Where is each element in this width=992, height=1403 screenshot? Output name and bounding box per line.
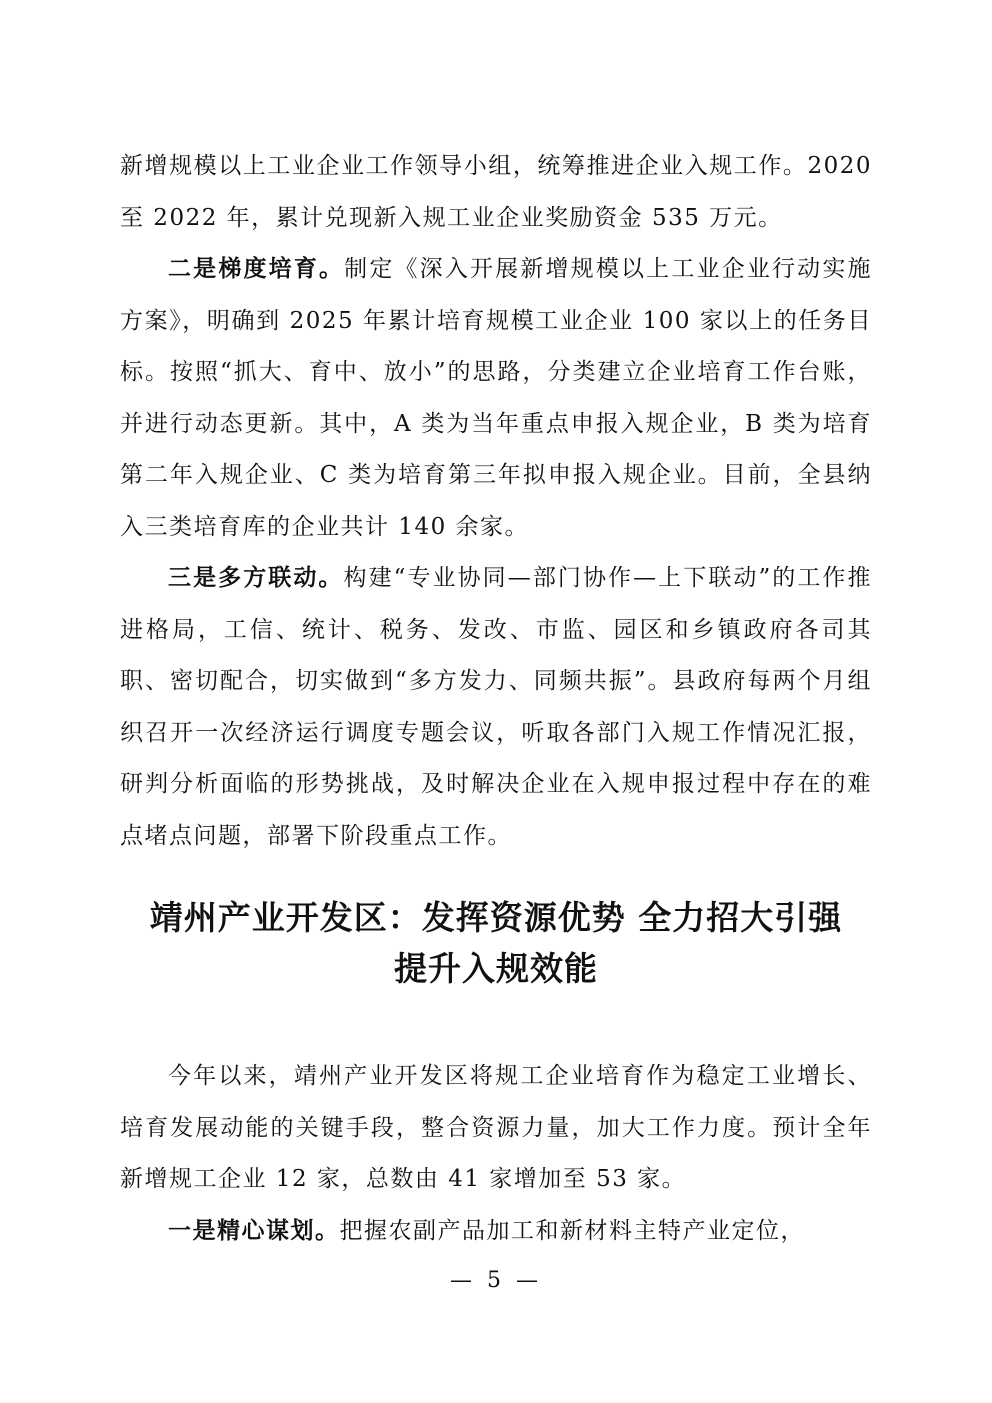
page-number: — 5 — xyxy=(450,1268,542,1293)
paragraph-lead: 一是精心谋划。 xyxy=(168,1217,340,1244)
paragraph-body: 制定《深入开展新增规模以上工业企业行动实施方案》，明确到 2025 年累计培育规模工业企业 100 家以上的任务目标。按照“抓大、育中、放小”的思路，分类建立企业培育工作台账，并进行动态更新。其中，A 类为当年重点申报入规企业，B 类为培育第二年入规企业、C 类为培育第三年拟申报入规企业。目前，全县纳入三类培育库的企业共计 140 余家。 xyxy=(120,256,873,540)
paragraph-body: 把握农副产品加工和新材料主特产业定位， xyxy=(339,1217,805,1244)
section-title xyxy=(120,892,872,994)
paragraph-careful-planning xyxy=(120,1206,872,1258)
section-title-line-1: 靖州产业开发区：发挥资源优势 全力招大引强 xyxy=(149,898,843,937)
paragraph-lead: 三是多方联动。 xyxy=(168,565,344,591)
text-block-lower xyxy=(120,1051,872,1257)
paragraph-gradient-cultivation xyxy=(120,244,872,553)
paragraph-continuation: 新增规模以上工业企业工作领导小组，统筹推进企业入规工作。2020 至 2022 年，累计兑现新入规工业企业奖励资金 535 万元。 xyxy=(120,153,872,231)
paragraph-intro: 今年以来，靖州产业开发区将规工企业培育作为稳定工业增长、培育发展动能的关键手段，整合资源力量，加大工作力度。预计全年新增规工企业 12 家，总数由 41 家增加至 53 家。 xyxy=(120,1063,872,1192)
text-block-upper xyxy=(120,141,872,862)
paragraph-body: 构建“专业协同—部门协作—上下联动”的工作推进格局，工信、统计、税务、发改、市监、园区和乡镇政府各司其职、密切配合，切实做到“多方发力、同频共振”。县政府每两个月组织召开一次经济运行调度专题会议，听取各部门入规工作情况汇报，研判分析面临的形势挑战，及时解决企业在入规申报过程中存在的难点堵点问题，部署下阶段重点工作。 xyxy=(120,565,872,849)
section-title-line-2: 提升入规效能 xyxy=(394,949,598,988)
paragraph-multi-party-linkage xyxy=(120,553,872,862)
paragraph-lead: 二是梯度培育。 xyxy=(168,256,345,282)
